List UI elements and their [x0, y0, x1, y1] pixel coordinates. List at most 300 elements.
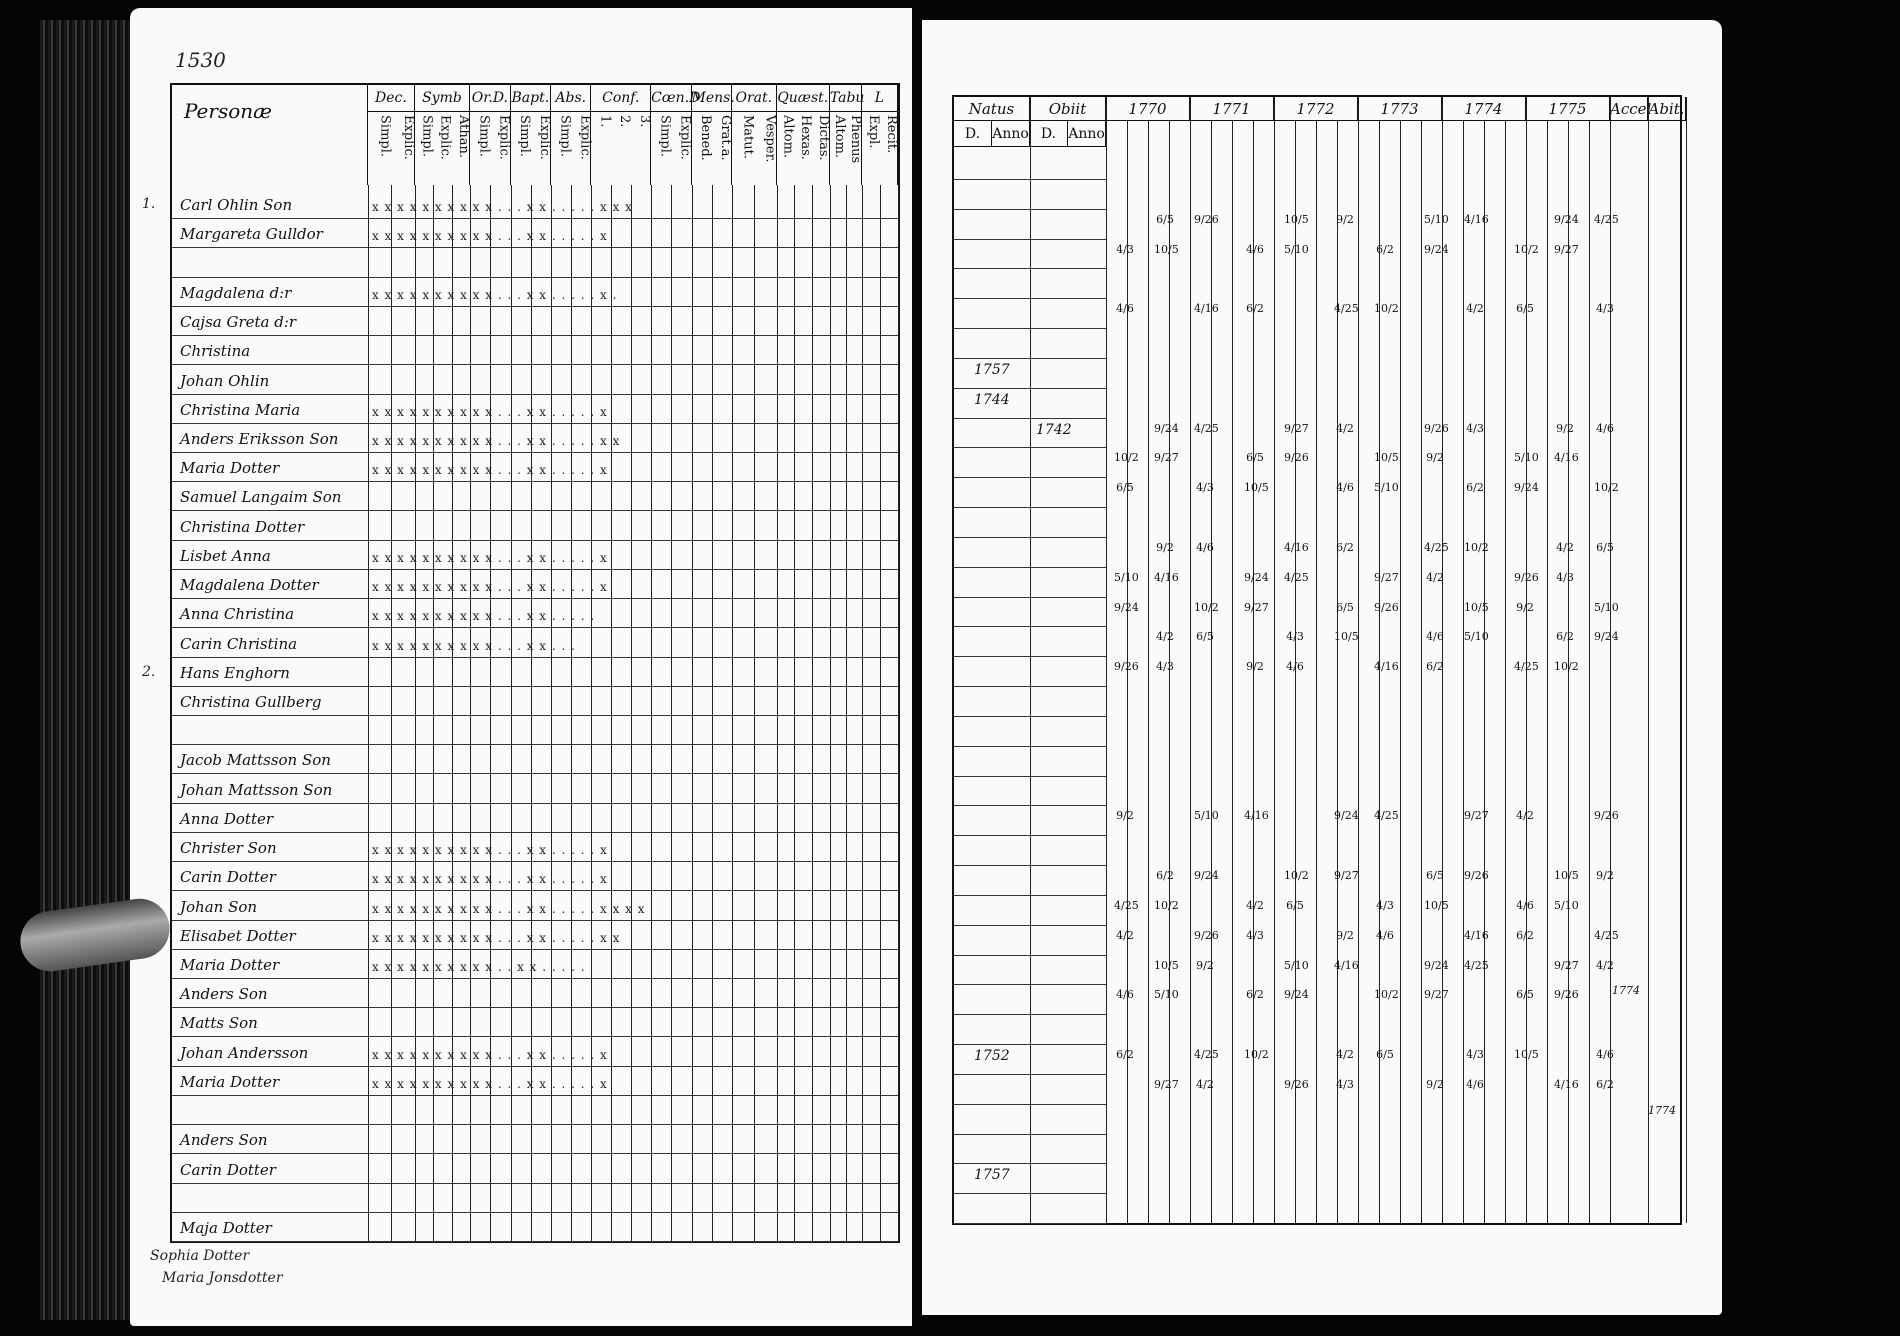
- right-row-rule: [954, 925, 1106, 926]
- person-name: Christina: [180, 342, 251, 361]
- exam-marks: x x x x x x x x x x . . . x x . . . . . x: [372, 580, 608, 595]
- left-ledger-table: [142, 83, 900, 1243]
- column-sub-label: Vesper.: [762, 115, 778, 163]
- examination-fraction: 10/2: [1464, 540, 1489, 554]
- examination-fraction: 9/27: [1554, 242, 1579, 256]
- right-row-rule: [954, 1044, 1106, 1045]
- row-rule: [172, 1124, 898, 1125]
- right-row-rule: [954, 626, 1106, 627]
- person-name: Cajsa Greta d:r: [180, 313, 297, 332]
- examination-fraction: 9/24: [1194, 869, 1219, 882]
- person-name: Magdalena Dotter: [180, 576, 319, 595]
- examination-fraction: 9/2: [1516, 600, 1534, 614]
- column-header-11: [862, 85, 898, 185]
- right-row-rule: [954, 835, 1106, 836]
- person-name: Anna Christina: [180, 605, 295, 624]
- right-row-rule: [954, 1104, 1106, 1105]
- examination-fraction: 9/27: [1154, 1077, 1179, 1091]
- exam-marks: x x x x x x x x x x . . . x x . . . . . x x x x: [372, 901, 646, 916]
- examination-fraction: 4/6: [1116, 988, 1134, 1002]
- examination-fraction: 9/26: [1284, 1077, 1309, 1091]
- right-row-rule: [954, 1074, 1106, 1075]
- examination-fraction: 5/10: [1514, 451, 1539, 465]
- examination-fraction: 4/2: [1196, 1077, 1214, 1091]
- examination-fraction: 10/2: [1554, 660, 1579, 674]
- examination-fraction: 4/6: [1116, 302, 1134, 316]
- person-name: Lisbet Anna: [180, 546, 271, 565]
- examination-fraction: 4/2: [1156, 630, 1174, 644]
- examination-fraction: 4/6: [1596, 1048, 1614, 1061]
- examination-fraction: 6/2: [1426, 660, 1444, 674]
- examination-fraction: 10/2: [1154, 898, 1179, 912]
- examination-fraction: 9/24: [1424, 242, 1449, 256]
- person-name: Elisabet Dotter: [180, 926, 296, 945]
- right-row-rule: [954, 567, 1106, 568]
- right-column-header: 1772: [1274, 97, 1358, 121]
- column-sub-label: Altom.: [780, 115, 796, 159]
- examination-fraction: 9/24: [1514, 481, 1539, 495]
- examination-fraction: 4/25: [1194, 421, 1219, 435]
- examination-fraction: 6/2: [1596, 1077, 1614, 1091]
- examination-fraction: 4/2: [1336, 421, 1354, 435]
- right-row-rule: [954, 1014, 1106, 1015]
- person-name: Maria Dotter: [180, 956, 280, 974]
- row-rule: [172, 394, 898, 395]
- exam-marks: x x x x x x x x x x . . . x x . . . . . x: [372, 1076, 608, 1091]
- column-header-5: [591, 85, 651, 185]
- right-column-rule: [1106, 97, 1107, 1223]
- examination-fraction: 9/2: [1156, 540, 1174, 554]
- examination-fraction: 10/5: [1514, 1048, 1539, 1061]
- row-rule: [172, 627, 898, 628]
- examination-fraction: 4/16: [1554, 451, 1579, 465]
- examination-fraction: 9/26: [1284, 451, 1309, 465]
- birth-year: 1742: [1036, 421, 1072, 438]
- examination-fraction: 4/25: [1114, 898, 1139, 912]
- column-sub-label: 2.: [617, 115, 633, 128]
- examination-fraction: 9/27: [1424, 988, 1449, 1002]
- row-rule: [172, 1007, 898, 1008]
- person-name: Anders Son: [180, 985, 268, 1004]
- row-rule: [172, 277, 898, 278]
- examination-fraction: 4/6: [1246, 242, 1264, 256]
- right-column-header: 1771: [1190, 97, 1274, 121]
- examination-fraction: 4/6: [1466, 1077, 1484, 1091]
- row-rule: [172, 686, 898, 687]
- margin-note: Maria Jonsdotter: [162, 1270, 283, 1286]
- examination-fraction: 9/2: [1426, 451, 1444, 465]
- examination-fraction: 5/10: [1114, 570, 1139, 584]
- right-row-rule: [954, 1134, 1106, 1135]
- examination-fraction: 9/2: [1336, 928, 1354, 942]
- column-sub-label: Hexas.: [798, 115, 814, 160]
- examination-fraction: 5/10: [1594, 600, 1619, 614]
- examination-fraction: 4/6: [1516, 898, 1534, 912]
- examination-fraction: 6/5: [1516, 302, 1534, 316]
- column-header-4: [551, 85, 591, 185]
- right-sub-header: Anno: [992, 121, 1030, 147]
- examination-fraction: 9/2: [1196, 958, 1214, 972]
- person-name: Carl Ohlin Son: [180, 196, 293, 215]
- right-row-rule: [954, 984, 1106, 985]
- examination-fraction: 9/26: [1594, 809, 1619, 823]
- examination-fraction: 4/2: [1466, 302, 1484, 316]
- person-name: Maria Dotter: [180, 459, 280, 478]
- examination-fraction: 10/5: [1244, 481, 1269, 495]
- column-group-label: Conf.: [591, 85, 650, 112]
- examination-fraction: 9/26: [1114, 660, 1139, 674]
- accession-note: 1774: [1612, 984, 1640, 998]
- examination-fraction: 4/16: [1554, 1077, 1579, 1091]
- examination-fraction: 9/24: [1594, 630, 1619, 644]
- examination-fraction: 4/16: [1464, 928, 1489, 942]
- departure-note: 1774: [1648, 1103, 1676, 1117]
- column-group-label: Dec.: [368, 85, 414, 112]
- examination-fraction: 9/26: [1514, 570, 1539, 584]
- examination-fraction: 10/5: [1284, 212, 1309, 226]
- examination-fraction: 4/25: [1374, 809, 1399, 823]
- examination-fraction: 9/24: [1114, 600, 1139, 614]
- right-column-rule: [1648, 97, 1649, 1223]
- row-rule: [172, 481, 898, 482]
- person-name: Johan Mattsson Son: [180, 780, 333, 799]
- examination-fraction: 9/27: [1284, 421, 1309, 435]
- examination-fraction: 9/27: [1554, 958, 1579, 972]
- examination-fraction: 4/3: [1466, 1048, 1484, 1061]
- examination-fraction: 9/26: [1554, 988, 1579, 1002]
- column-sub-label: Altom.: [831, 115, 847, 159]
- column-group-label: Abs.: [551, 85, 590, 112]
- examination-fraction: 4/2: [1336, 1048, 1354, 1061]
- examination-fraction: 4/3: [1116, 242, 1134, 256]
- examination-fraction: 10/2: [1594, 481, 1619, 495]
- household-number: 2.: [142, 663, 156, 680]
- right-column-header: 1770: [1106, 97, 1190, 121]
- right-row-rule: [954, 1193, 1106, 1194]
- column-sub-label: Simpl.: [557, 115, 573, 158]
- right-row-rule: [954, 507, 1106, 508]
- right-sub-header: D.: [1030, 121, 1068, 147]
- row-rule: [172, 1095, 898, 1096]
- examination-fraction: 4/3: [1336, 1077, 1354, 1091]
- row-rule: [172, 1153, 898, 1154]
- column-sub-label: Phenus: [847, 115, 863, 164]
- right-row-rule: [954, 805, 1106, 806]
- examination-fraction: 5/10: [1464, 630, 1489, 644]
- examination-fraction: 4/16: [1154, 570, 1179, 584]
- right-row-rule: [954, 716, 1106, 717]
- right-row-rule: [954, 418, 1106, 419]
- right-row-rule: [954, 298, 1106, 299]
- person-name: Christina Dotter: [180, 517, 305, 536]
- examination-fraction: 5/10: [1284, 958, 1309, 972]
- examination-fraction: 4/3: [1156, 660, 1174, 674]
- examination-fraction: 5/10: [1154, 988, 1179, 1002]
- examination-fraction: 5/10: [1284, 242, 1309, 256]
- household-number: 1.: [142, 196, 156, 213]
- examination-fraction: 9/26: [1424, 421, 1449, 435]
- exam-marks: x x x x x x x x x x . . . x x . . . . . x: [372, 872, 608, 887]
- examination-fraction: 9/24: [1284, 988, 1309, 1002]
- row-rule: [172, 657, 898, 658]
- row-rule: [172, 861, 898, 862]
- book-spine: [40, 20, 140, 1320]
- column-sub-label: Explic.: [437, 115, 453, 160]
- examination-fraction: 6/2: [1156, 869, 1174, 882]
- examination-fraction: 4/3: [1596, 302, 1614, 316]
- exam-marks: x x x x x x x x x x . . . x x . . . . . x: [372, 463, 608, 478]
- row-rule: [172, 978, 898, 979]
- examination-fraction: 9/2: [1336, 212, 1354, 226]
- examination-fraction: 4/25: [1284, 570, 1309, 584]
- examination-fraction: 9/26: [1374, 600, 1399, 614]
- row-rule: [172, 803, 898, 804]
- row-rule: [172, 744, 898, 745]
- row-rule: [172, 510, 898, 511]
- person-name: Johan Son: [180, 897, 258, 916]
- person-name: Christina Gullberg: [180, 693, 322, 711]
- examination-fraction: 4/2: [1426, 570, 1444, 584]
- right-row-rule: [954, 358, 1106, 359]
- right-sub-header: Anno: [1068, 121, 1106, 147]
- examination-fraction: 9/26: [1194, 212, 1219, 226]
- examination-fraction: 4/16: [1334, 958, 1359, 972]
- right-row-rule: [954, 209, 1106, 210]
- examination-fraction: 6/5: [1516, 988, 1534, 1002]
- right-row-rule: [954, 746, 1106, 747]
- examination-fraction: 9/26: [1464, 869, 1489, 882]
- examination-fraction: 4/25: [1424, 540, 1449, 554]
- examination-fraction: 5/10: [1194, 809, 1219, 823]
- examination-fraction: 4/3: [1466, 421, 1484, 435]
- exam-marks: x x x x x x x x x x . . . x x . . . . . x x x: [372, 200, 633, 215]
- column-group-label: Tabu: [830, 85, 861, 112]
- column-header-1: [415, 85, 470, 185]
- examination-fraction: 4/25: [1194, 1048, 1219, 1061]
- year-sub-rule: [1232, 121, 1233, 1223]
- column-header-3: [511, 85, 551, 185]
- examination-fraction: 9/24: [1244, 570, 1269, 584]
- right-column-header: Natus: [954, 97, 1030, 121]
- row-rule: [172, 1241, 898, 1242]
- right-row-rule: [954, 477, 1106, 478]
- right-row-rule: [954, 239, 1106, 240]
- examination-fraction: 4/25: [1514, 660, 1539, 674]
- birth-year: 1752: [974, 1048, 1010, 1064]
- column-sub-label: Recit.: [883, 115, 899, 154]
- person-name: Anders Eriksson Son: [180, 430, 339, 448]
- right-row-rule: [954, 895, 1106, 896]
- person-name: Jacob Mattsson Son: [180, 751, 331, 770]
- examination-fraction: 4/16: [1284, 540, 1309, 554]
- examination-fraction: 4/6: [1596, 421, 1614, 435]
- examination-fraction: 4/2: [1556, 540, 1574, 554]
- examination-fraction: 10/5: [1554, 869, 1579, 882]
- person-name: Matts Son: [180, 1014, 258, 1033]
- right-row-rule: [954, 447, 1106, 448]
- column-sub-label: Explic.: [400, 115, 416, 160]
- examination-fraction: 5/10: [1374, 481, 1399, 495]
- examination-fraction: 4/25: [1464, 958, 1489, 972]
- examination-fraction: 10/5: [1334, 630, 1359, 644]
- examination-fraction: 4/25: [1334, 302, 1359, 316]
- right-page: [922, 20, 1722, 1315]
- examination-fraction: 9/27: [1374, 570, 1399, 584]
- examination-fraction: 4/2: [1116, 928, 1134, 942]
- right-column-rule: [1358, 97, 1359, 1223]
- row-rule: [172, 1183, 898, 1184]
- examination-fraction: 6/5: [1246, 451, 1264, 465]
- person-name: Johan Andersson: [180, 1043, 309, 1062]
- examination-fraction: 10/5: [1424, 898, 1449, 912]
- exam-marks: x x x x x x x x x x . . . x x . . . . . x x: [372, 434, 621, 448]
- year-sub-rule: [1148, 121, 1149, 1223]
- examination-fraction: 9/27: [1464, 809, 1489, 823]
- exam-marks: x x x x x x x x x x . . . x x . . . . . x: [372, 1047, 608, 1062]
- row-rule: [172, 949, 898, 950]
- row-rule: [172, 1066, 898, 1067]
- examination-fraction: 6/5: [1426, 869, 1444, 882]
- exam-marks: x x x x x x x x x x . . . x x . . . . . x: [372, 229, 608, 244]
- column-sub-label: Bened.: [697, 115, 713, 161]
- examination-fraction: 9/2: [1116, 809, 1134, 823]
- examination-fraction: 4/2: [1596, 958, 1614, 972]
- column-sub-label: 1.: [597, 115, 613, 128]
- year-sub-rule: [1316, 121, 1317, 1223]
- examination-fraction: 9/27: [1334, 869, 1359, 882]
- row-rule: [172, 569, 898, 570]
- name-header-label: Personæ: [184, 99, 272, 123]
- column-sub-label: Explic.: [577, 115, 593, 160]
- examination-fraction: 4/6: [1376, 928, 1394, 942]
- examination-fraction: 6/2: [1466, 481, 1484, 495]
- birth-year: 1757: [974, 361, 1010, 378]
- examination-fraction: 4/3: [1556, 570, 1574, 584]
- person-name: Carin Dotter: [180, 868, 276, 887]
- examination-fraction: 4/6: [1426, 630, 1444, 644]
- examination-fraction: 4/2: [1516, 809, 1534, 823]
- examination-fraction: 4/3: [1376, 898, 1394, 912]
- right-row-rule: [954, 865, 1106, 866]
- page-number: 1530: [175, 48, 226, 72]
- column-header-2: [470, 85, 510, 185]
- examination-fraction: 6/5: [1156, 212, 1174, 226]
- exam-marks: x x x x x x x x x x . . . x x . . . . . x: [372, 550, 608, 565]
- right-sub-header: D.: [954, 121, 992, 147]
- exam-marks: x x x x x x x x x x . . . x x . . . . . x: [372, 843, 608, 858]
- person-name: Christina Maria: [180, 400, 301, 419]
- right-row-rule: [954, 537, 1106, 538]
- examination-fraction: 4/3: [1196, 481, 1214, 495]
- examination-fraction: 9/2: [1596, 869, 1614, 882]
- examination-fraction: 9/24: [1334, 809, 1359, 823]
- name-column-header: [172, 85, 368, 185]
- right-column-header: 1773: [1358, 97, 1442, 121]
- examination-fraction: 4/6: [1286, 660, 1304, 674]
- examination-fraction: 9/27: [1244, 600, 1269, 614]
- row-rule: [172, 423, 898, 424]
- column-group-label: Or.D.: [470, 85, 509, 112]
- row-rule: [172, 540, 898, 541]
- column-header-8: [732, 85, 777, 185]
- examination-fraction: 10/2: [1374, 988, 1399, 1002]
- examination-fraction: 6/2: [1246, 988, 1264, 1002]
- row-rule: [172, 1036, 898, 1037]
- year-sub-rule: [1400, 121, 1401, 1223]
- examination-fraction: 10/5: [1374, 451, 1399, 465]
- column-header-10: [829, 85, 865, 185]
- examination-fraction: 4/3: [1246, 928, 1264, 942]
- right-row-rule: [954, 656, 1106, 657]
- right-column-rule: [1274, 97, 1275, 1223]
- column-group-label: Orat.: [732, 85, 776, 112]
- birth-year: 1744: [974, 391, 1010, 408]
- right-column-header: Accel: [1610, 97, 1648, 121]
- column-header-0: [368, 85, 415, 185]
- examination-fraction: 4/16: [1464, 212, 1489, 226]
- row-rule: [172, 890, 898, 891]
- column-rule: [898, 185, 899, 1241]
- examination-fraction: 4/16: [1244, 809, 1269, 823]
- exam-marks: x x x x x x x x x x . . . x x . . . . .: [372, 609, 596, 624]
- row-rule: [172, 1212, 898, 1213]
- examination-fraction: 6/2: [1336, 540, 1354, 554]
- birth-year: 1757: [974, 1167, 1010, 1184]
- right-column-header: Obiit: [1030, 97, 1106, 121]
- examination-fraction: 10/2: [1114, 451, 1139, 465]
- examination-fraction: 6/5: [1116, 481, 1134, 495]
- column-group-label: L: [862, 85, 897, 112]
- examination-fraction: 6/5: [1286, 898, 1304, 912]
- column-sub-label: Explic.: [677, 115, 693, 160]
- examination-fraction: 4/16: [1194, 302, 1219, 316]
- column-sub-label: Simpl.: [377, 115, 393, 158]
- examination-fraction: 4/6: [1196, 540, 1214, 554]
- right-row-rule: [954, 1223, 1106, 1224]
- column-group-label: Mens.: [692, 85, 731, 112]
- examination-fraction: 6/5: [1596, 540, 1614, 554]
- column-group-label: Symb: [415, 85, 469, 112]
- column-sub-label: Expl.: [865, 115, 881, 149]
- examination-fraction: 4/25: [1594, 928, 1619, 942]
- right-row-rule: [954, 179, 1106, 180]
- column-sub-label: Simpl.: [476, 115, 492, 158]
- examination-fraction: 9/24: [1554, 212, 1579, 226]
- column-sub-label: Simpl.: [657, 115, 673, 158]
- right-ledger-table: [952, 95, 1685, 1225]
- right-row-rule: [954, 955, 1106, 956]
- row-rule: [172, 920, 898, 921]
- examination-fraction: 9/27: [1154, 451, 1179, 465]
- column-header-7: [691, 85, 735, 185]
- examination-fraction: 6/2: [1556, 630, 1574, 644]
- right-column-rule: [1686, 97, 1687, 1223]
- examination-fraction: 10/2: [1284, 869, 1309, 882]
- row-rule: [172, 773, 898, 774]
- column-sub-label: Grat.a.: [717, 115, 733, 161]
- right-column-rule: [1190, 97, 1191, 1223]
- examination-fraction: 6/5: [1336, 600, 1354, 614]
- examination-fraction: 10/5: [1154, 958, 1179, 972]
- row-rule: [172, 306, 898, 307]
- examination-fraction: 6/5: [1376, 1048, 1394, 1061]
- examination-fraction: 10/5: [1154, 242, 1179, 256]
- exam-marks: x x x x x x x x x x . . . x x . . . . . x: [372, 404, 608, 419]
- examination-fraction: 4/6: [1336, 481, 1354, 495]
- row-rule: [172, 335, 898, 336]
- examination-fraction: 10/2: [1374, 302, 1399, 316]
- column-sub-label: Athan.: [456, 115, 472, 159]
